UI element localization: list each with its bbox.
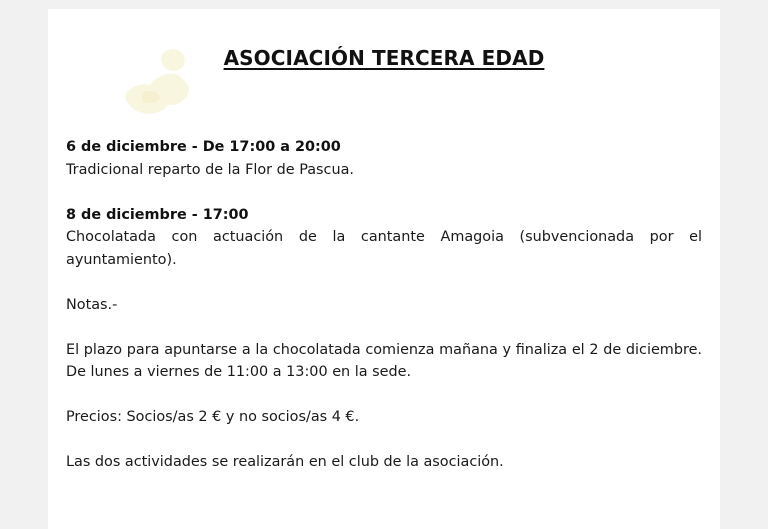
- event-heading: 8 de diciembre - 17:00: [66, 206, 249, 223]
- document-page: [48, 9, 720, 529]
- document-body: [66, 136, 702, 474]
- event-description: Chocolatada con actuación de la cantante Amagoia (subvencionada por el ayuntamiento).: [66, 229, 702, 268]
- event-heading: 6 de diciembre - De 17:00 a 20:00: [66, 139, 341, 155]
- spacer: [66, 429, 702, 452]
- page-title: ASOCIACIÓN TERCERA EDAD: [223, 46, 545, 70]
- location-text: Las dos actividades se realizarán en el club de la asociación.: [66, 454, 504, 470]
- event-description: Tradicional reparto de la Flor de Pascua.: [66, 161, 354, 178]
- spacer: [66, 384, 702, 407]
- notes-label: Notas.-: [66, 296, 118, 313]
- registration-text: El plazo para apuntarse a la chocolatada comienza mañana y finaliza el 2 de diciembre. De lunes a viernes de 11:00 a 13:00 en la sede.: [66, 341, 702, 380]
- spacer: [66, 271, 702, 294]
- spacer: [66, 181, 702, 204]
- spacer: [66, 316, 702, 339]
- prices-text: Precios: Socios/as 2 € y no socios/as 4 €.: [66, 409, 360, 425]
